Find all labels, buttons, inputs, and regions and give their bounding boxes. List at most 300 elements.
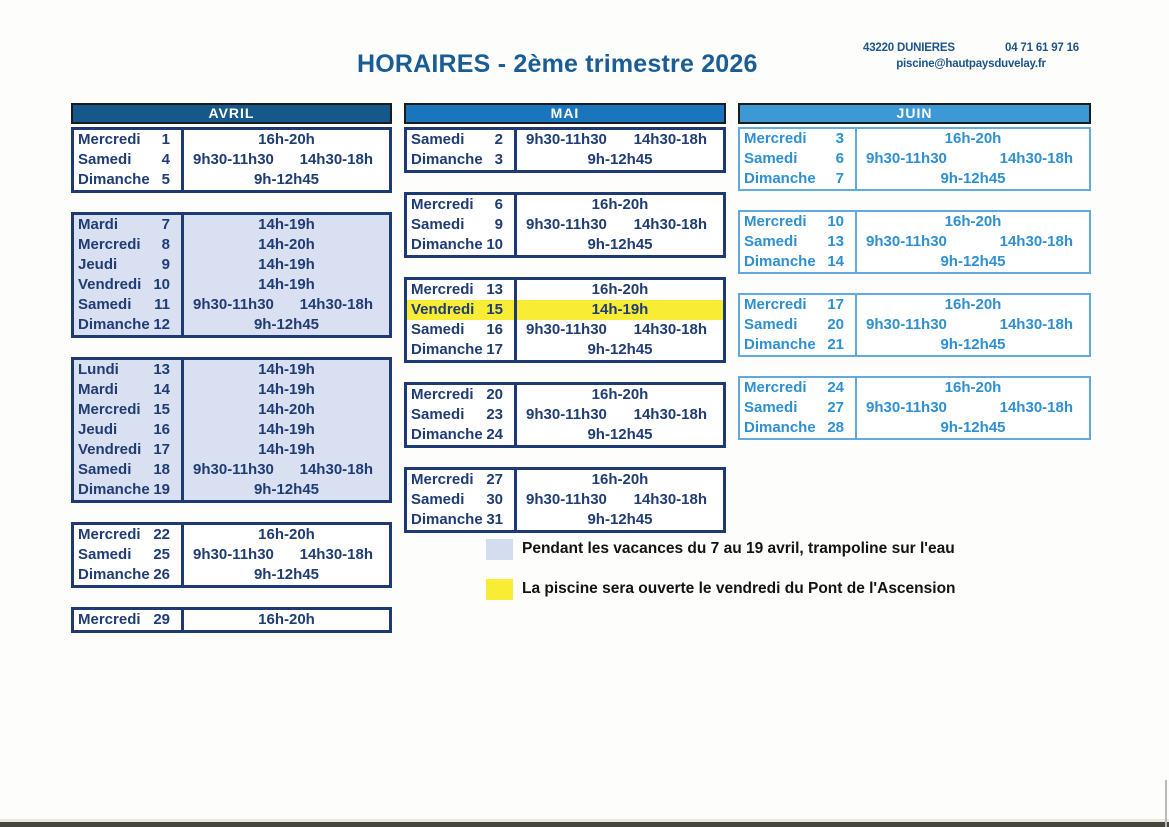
day-label: Mercredi: [744, 296, 807, 313]
hours-cell: [857, 129, 1089, 149]
hours-cell: [857, 378, 1089, 398]
date-label: 15: [153, 401, 170, 418]
day-date-cell: [74, 400, 184, 420]
date-label: 22: [153, 526, 170, 543]
day-label: Samedi: [411, 321, 465, 338]
date-label: 5: [161, 171, 170, 188]
hours-label: 16h-20h: [591, 196, 649, 213]
schedule-row-juin-13: [740, 232, 1089, 252]
schedule-block: [404, 277, 726, 363]
hours-label: 9h-12h45: [253, 481, 320, 498]
hours-label: 14h-19h: [258, 361, 315, 378]
hours-cell: [857, 149, 1089, 169]
day-date-cell: [740, 252, 857, 272]
schedule-row-avril-17: [74, 440, 389, 460]
hours-label: 16h-20h: [258, 611, 315, 628]
address-text: 43220 DUNIERES: [863, 42, 955, 54]
day-date-cell: [740, 212, 857, 232]
hours-cell: [857, 418, 1089, 438]
schedule-row-avril-7: [74, 215, 389, 235]
hours-label: 14h-19h: [258, 256, 315, 273]
hours-cell: [184, 170, 389, 190]
hours-label: 9h30-11h30: [526, 321, 607, 338]
hours-label: 9h-12h45: [940, 336, 1006, 353]
day-label: Dimanche: [411, 236, 483, 253]
hours-label: 9h30-11h30: [866, 316, 947, 333]
hours-cell: [857, 315, 1089, 335]
date-label: 6: [494, 196, 503, 213]
hours-cell: [184, 420, 389, 440]
date-label: 25: [153, 546, 170, 563]
day-date-cell: [407, 195, 517, 215]
hours-cell: [517, 215, 723, 235]
hours-cell: [857, 398, 1089, 418]
hours-cell: [517, 320, 723, 340]
schedule-row-avril-19: [74, 480, 389, 500]
schedule-row-avril-12: [74, 315, 389, 335]
schedule-row-mai-20: [407, 385, 723, 405]
date-label: 9: [494, 216, 503, 233]
day-label: Dimanche: [411, 341, 483, 358]
schedule-row-avril-26: [74, 565, 389, 585]
hours-label: 9h30-11h30: [526, 216, 607, 233]
day-label: Mercredi: [744, 213, 807, 230]
day-date-cell: [407, 405, 517, 425]
day-date-cell: [407, 150, 517, 170]
schedule-block: [71, 522, 392, 588]
schedule-row-mai-6: [407, 195, 723, 215]
month-header-mai: MAI: [404, 103, 726, 124]
day-date-cell: [407, 280, 517, 300]
day-date-cell: [74, 275, 184, 295]
hours-cell: [517, 235, 723, 255]
schedule-row-avril-5: [74, 170, 389, 190]
day-date-cell: [74, 610, 184, 630]
day-date-cell: [740, 129, 857, 149]
day-date-cell: [74, 150, 184, 170]
schedule-row-avril-13: [74, 360, 389, 380]
day-label: Samedi: [411, 131, 465, 148]
hours-cell: [184, 150, 389, 170]
schedule-row-avril-1: [74, 130, 389, 150]
hours-label: 14h30-18h: [999, 316, 1073, 333]
day-date-cell: [407, 510, 517, 530]
legend-text: La piscine sera ouverte le vendredi du Pont de l'Ascension: [522, 580, 956, 597]
day-date-cell: [74, 525, 184, 545]
schedule-block: [404, 467, 726, 533]
hours-cell: [517, 280, 723, 300]
day-date-cell: [74, 545, 184, 565]
ascension-color-swatch: [486, 579, 513, 600]
hours-label: 14h30-18h: [633, 406, 707, 423]
day-date-cell: [740, 232, 857, 252]
hours-label: 9h-12h45: [587, 236, 653, 253]
schedule-row-juin-20: [740, 315, 1089, 335]
day-date-cell: [74, 315, 184, 335]
schedule-row-juin-17: [740, 295, 1089, 315]
schedule-row-juin-3: [740, 129, 1089, 149]
date-label: 20: [827, 316, 844, 333]
day-label: Mercredi: [411, 386, 474, 403]
day-label: Mercredi: [78, 401, 141, 418]
hours-cell: [184, 525, 389, 545]
date-label: 4: [161, 151, 170, 168]
day-label: Samedi: [78, 151, 132, 168]
hours-label: 14h-19h: [591, 301, 649, 318]
day-label: Samedi: [411, 406, 465, 423]
hours-label: 14h-19h: [258, 381, 315, 398]
day-date-cell: [74, 295, 184, 315]
day-date-cell: [74, 440, 184, 460]
schedule-row-mai-16: [407, 320, 723, 340]
hours-label: 14h30-18h: [633, 491, 707, 508]
schedule-row-avril-8: [74, 235, 389, 255]
day-label: Vendredi: [411, 301, 475, 318]
day-label: Samedi: [744, 233, 798, 250]
month-column-avril: [71, 103, 392, 652]
day-label: Dimanche: [744, 419, 816, 436]
email-text: piscine@hautpaysduvelay.fr: [896, 58, 1046, 70]
day-label: Mercredi: [78, 131, 141, 148]
scan-right-line-artifact: [1165, 780, 1167, 827]
hours-cell: [184, 610, 389, 630]
date-label: 28: [827, 419, 844, 436]
date-label: 14: [153, 381, 170, 398]
day-label: Dimanche: [411, 511, 483, 528]
date-label: 31: [486, 511, 503, 528]
hours-label: 9h30-11h30: [526, 131, 607, 148]
day-label: Dimanche: [78, 316, 150, 333]
schedule-block: [71, 212, 392, 338]
hours-cell: [184, 545, 389, 565]
day-date-cell: [407, 385, 517, 405]
hours-label: 16h-20h: [944, 296, 1002, 313]
phone-text: 04 71 61 97 16: [1005, 42, 1079, 54]
hours-label: 16h-20h: [258, 526, 315, 543]
day-label: Dimanche: [744, 253, 816, 270]
day-date-cell: [74, 460, 184, 480]
hours-cell: [517, 510, 723, 530]
day-date-cell: [74, 380, 184, 400]
day-label: Samedi: [744, 399, 798, 416]
page-title: HORAIRES - 2ème trimestre 2026: [357, 50, 758, 78]
hours-label: 9h-12h45: [253, 171, 320, 188]
day-label: Dimanche: [78, 566, 150, 583]
hours-cell: [184, 380, 389, 400]
hours-label: 9h30-11h30: [866, 150, 947, 167]
date-label: 1: [161, 131, 170, 148]
schedule-row-mai-2: [407, 130, 723, 150]
day-label: Lundi: [78, 361, 119, 378]
date-label: 3: [494, 151, 503, 168]
hours-label: 9h30-11h30: [193, 546, 274, 563]
day-label: Vendredi: [78, 276, 142, 293]
hours-label: 14h30-18h: [633, 131, 707, 148]
hours-label: 16h-20h: [591, 281, 649, 298]
hours-label: 14h-19h: [258, 276, 315, 293]
hours-cell: [184, 565, 389, 585]
date-label: 29: [153, 611, 170, 628]
schedule-row-mai-24: [407, 425, 723, 445]
day-label: Samedi: [78, 546, 132, 563]
hours-cell: [857, 335, 1089, 355]
date-label: 11: [154, 296, 170, 313]
date-label: 18: [153, 461, 170, 478]
day-date-cell: [407, 320, 517, 340]
hours-cell: [517, 150, 723, 170]
date-label: 14: [827, 253, 844, 270]
date-label: 26: [153, 566, 170, 583]
hours-cell: [517, 385, 723, 405]
day-date-cell: [740, 169, 857, 189]
hours-label: 9h-12h45: [940, 170, 1006, 187]
day-date-cell: [74, 420, 184, 440]
hours-label: 14h30-18h: [299, 151, 373, 168]
day-label: Samedi: [78, 461, 132, 478]
schedule-row-mai-31: [407, 510, 723, 530]
date-label: 30: [486, 491, 503, 508]
legend: [486, 538, 956, 618]
schedule-row-avril-15: [74, 400, 389, 420]
hours-cell: [184, 255, 389, 275]
day-label: Dimanche: [78, 481, 150, 498]
schedule-block: [738, 376, 1091, 440]
date-label: 24: [486, 426, 503, 443]
hours-label: 9h-12h45: [587, 341, 653, 358]
hours-label: 9h-12h45: [587, 426, 653, 443]
day-label: Samedi: [78, 296, 132, 313]
day-date-cell: [74, 235, 184, 255]
date-label: 10: [827, 213, 844, 230]
schedule-row-avril-14: [74, 380, 389, 400]
legend-text: Pendant les vacances du 7 au 19 avril, trampoline sur l'eau: [522, 540, 955, 557]
hours-label: 14h30-18h: [299, 461, 373, 478]
day-label: Mardi: [78, 381, 119, 398]
date-label: 24: [827, 379, 844, 396]
hours-label: 14h30-18h: [299, 296, 373, 313]
hours-label: 14h30-18h: [999, 150, 1073, 167]
date-label: 27: [827, 399, 844, 416]
date-label: 7: [161, 216, 170, 233]
hours-cell: [517, 490, 723, 510]
schedule-row-avril-4: [74, 150, 389, 170]
day-label: Mercredi: [78, 611, 141, 628]
hours-cell: [517, 195, 723, 215]
date-label: 21: [827, 336, 844, 353]
schedule-row-juin-14: [740, 252, 1089, 272]
hours-cell: [184, 440, 389, 460]
hours-label: 9h30-11h30: [193, 461, 274, 478]
date-label: 13: [827, 233, 844, 250]
day-label: Mercredi: [411, 281, 474, 298]
day-label: Dimanche: [411, 151, 483, 168]
legend-item-vacances: [486, 538, 956, 560]
hours-label: 16h-20h: [944, 213, 1002, 230]
schedule-block: [738, 293, 1091, 357]
vacances-color-swatch: [486, 539, 513, 560]
schedule-row-mai-17: [407, 340, 723, 360]
schedule-row-mai-30: [407, 490, 723, 510]
day-label: Vendredi: [78, 441, 142, 458]
day-date-cell: [740, 335, 857, 355]
day-date-cell: [74, 130, 184, 150]
schedule-block: [738, 210, 1091, 274]
day-label: Mercredi: [744, 379, 807, 396]
date-label: 10: [153, 276, 170, 293]
hours-label: 9h-12h45: [940, 419, 1006, 436]
schedule-block: [404, 382, 726, 448]
day-label: Samedi: [411, 216, 465, 233]
day-date-cell: [407, 425, 517, 445]
schedule-block: [71, 607, 392, 633]
day-date-cell: [407, 340, 517, 360]
hours-label: 9h-12h45: [253, 566, 320, 583]
date-label: 13: [486, 281, 503, 298]
schedule-row-mai-13: [407, 280, 723, 300]
day-label: Mardi: [78, 216, 119, 233]
date-label: 16: [486, 321, 503, 338]
hours-label: 16h-20h: [944, 379, 1002, 396]
legend-item-ascension: [486, 578, 956, 600]
day-date-cell: [740, 418, 857, 438]
date-label: 2: [494, 131, 503, 148]
day-label: Dimanche: [744, 170, 816, 187]
schedule-row-avril-9: [74, 255, 389, 275]
month-column-mai: [404, 103, 726, 552]
day-date-cell: [407, 490, 517, 510]
month-column-juin: [738, 103, 1091, 459]
schedule-row-avril-11: [74, 295, 389, 315]
day-date-cell: [740, 315, 857, 335]
date-label: 13: [153, 361, 170, 378]
hours-label: 14h-19h: [258, 441, 315, 458]
date-label: 27: [486, 471, 503, 488]
hours-label: 14h-20h: [258, 236, 315, 253]
hours-cell: [184, 295, 389, 315]
day-date-cell: [740, 295, 857, 315]
day-label: Dimanche: [411, 426, 483, 443]
hours-cell: [184, 480, 389, 500]
hours-cell: [517, 340, 723, 360]
hours-label: 9h30-11h30: [526, 491, 607, 508]
hours-label: 9h-12h45: [940, 253, 1006, 270]
day-label: Mercredi: [78, 236, 141, 253]
hours-cell: [184, 400, 389, 420]
month-header-avril: AVRIL: [71, 103, 392, 124]
day-date-cell: [407, 130, 517, 150]
day-label: Jeudi: [78, 256, 118, 273]
date-label: 23: [486, 406, 503, 423]
day-label: Mercredi: [411, 196, 474, 213]
hours-label: 14h30-18h: [999, 233, 1073, 250]
date-label: 17: [827, 296, 844, 313]
date-label: 10: [486, 236, 503, 253]
schedule-row-avril-29: [74, 610, 389, 630]
day-label: Mercredi: [78, 526, 141, 543]
hours-label: 14h30-18h: [633, 216, 707, 233]
hours-cell: [517, 300, 723, 320]
schedule-block: [71, 357, 392, 503]
hours-cell: [184, 315, 389, 335]
hours-cell: [184, 130, 389, 150]
hours-cell: [857, 169, 1089, 189]
hours-cell: [857, 212, 1089, 232]
schedule-row-mai-10: [407, 235, 723, 255]
hours-label: 16h-20h: [258, 131, 315, 148]
day-label: Samedi: [744, 316, 798, 333]
hours-label: 9h-12h45: [587, 511, 653, 528]
day-label: Dimanche: [78, 171, 150, 188]
schedule-row-juin-7: [740, 169, 1089, 189]
schedule-row-mai-23: [407, 405, 723, 425]
hours-cell: [857, 232, 1089, 252]
schedule-row-avril-25: [74, 545, 389, 565]
day-date-cell: [74, 360, 184, 380]
date-label: 12: [153, 316, 170, 333]
day-date-cell: [407, 470, 517, 490]
schedule-row-juin-24: [740, 378, 1089, 398]
day-label: Mercredi: [744, 130, 807, 147]
hours-cell: [184, 275, 389, 295]
hours-label: 14h-20h: [258, 401, 315, 418]
schedule-block: [404, 127, 726, 173]
schedule-row-avril-22: [74, 525, 389, 545]
date-label: 16: [153, 421, 170, 438]
date-label: 19: [153, 481, 170, 498]
schedule-row-juin-6: [740, 149, 1089, 169]
hours-label: 9h-12h45: [253, 316, 320, 333]
scan-edge-artifact: [0, 822, 1169, 827]
day-date-cell: [407, 300, 517, 320]
hours-label: 14h30-18h: [299, 546, 373, 563]
date-label: 7: [835, 170, 844, 187]
hours-cell: [857, 295, 1089, 315]
hours-label: 14h30-18h: [633, 321, 707, 338]
date-label: 17: [153, 441, 170, 458]
date-label: 8: [161, 236, 170, 253]
day-date-cell: [740, 149, 857, 169]
day-date-cell: [74, 170, 184, 190]
day-date-cell: [740, 378, 857, 398]
hours-label: 9h30-11h30: [193, 151, 274, 168]
hours-label: 16h-20h: [591, 471, 649, 488]
date-label: 9: [161, 256, 170, 273]
date-label: 15: [486, 301, 503, 318]
date-label: 3: [835, 130, 844, 147]
hours-label: 14h-19h: [258, 421, 315, 438]
hours-cell: [517, 470, 723, 490]
schedule-row-mai-3: [407, 150, 723, 170]
schedule-row-mai-27: [407, 470, 723, 490]
schedule-block: [71, 127, 392, 193]
hours-label: 9h30-11h30: [866, 399, 947, 416]
hours-cell: [184, 360, 389, 380]
schedule-row-mai-15: [407, 300, 723, 320]
schedule-block: [738, 127, 1091, 191]
hours-cell: [857, 252, 1089, 272]
month-header-juin: JUIN: [738, 103, 1091, 124]
schedule-row-juin-10: [740, 212, 1089, 232]
hours-label: 14h30-18h: [999, 399, 1073, 416]
day-label: Samedi: [744, 150, 798, 167]
day-date-cell: [407, 215, 517, 235]
day-date-cell: [74, 565, 184, 585]
hours-label: 9h30-11h30: [866, 233, 947, 250]
date-label: 6: [835, 150, 844, 167]
hours-cell: [517, 405, 723, 425]
day-date-cell: [740, 398, 857, 418]
day-label: Mercredi: [411, 471, 474, 488]
